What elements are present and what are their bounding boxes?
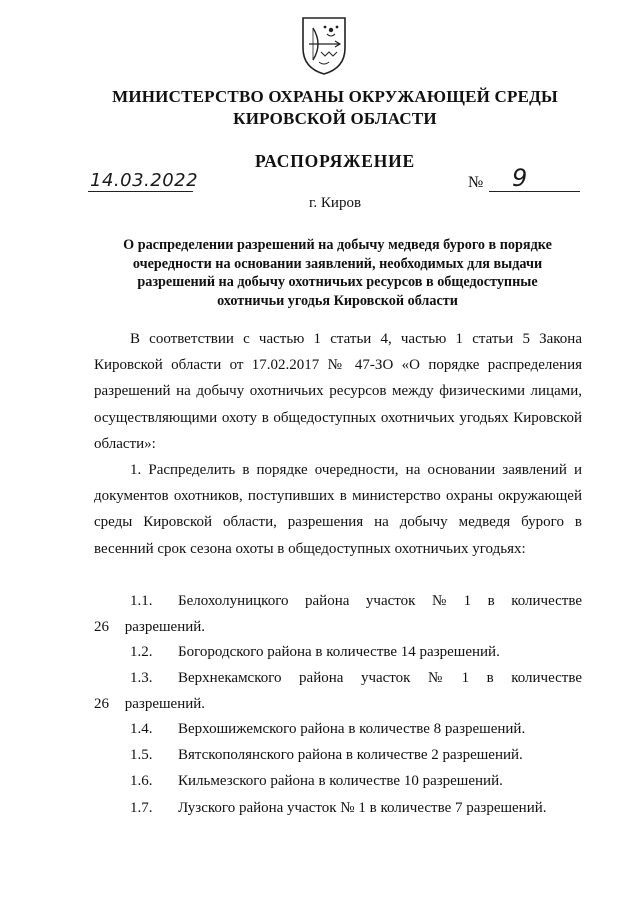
list-item (94, 716, 582, 742)
number-label: № (468, 174, 484, 191)
item-number: 1.2. (130, 644, 153, 660)
ministry-title (60, 86, 610, 130)
number-underline (489, 191, 580, 192)
item-text: Вятскополянского района в количестве 2 разрешений. (178, 747, 523, 763)
point-1-paragraph: 1. Распределить в порядке очередности, на основании заявлений и документов охотников, поступивших в министерство охраны окружающей среды Кировской области, разрешения на добычу медведя бурого в весенний срок сезона охоты в общедоступных охотничьих угодьях: (94, 462, 582, 557)
item-number: 1.7. (130, 800, 153, 816)
document-type: РАСПОРЯЖЕНИЕ (254, 151, 415, 171)
ministry-title-line2: КИРОВСКОЙ ОБЛАСТИ (233, 109, 437, 128)
item-text: Верхнекамского района участок № 1 в количестве 26 разрешений. (94, 670, 582, 713)
item-number: 1.3. (130, 670, 153, 686)
list-item (94, 588, 582, 640)
list-item (94, 795, 582, 821)
document-subject: О распределении разрешений на добычу медведя бурого в порядке очередности на основании заявлений, необходимых для выдачи разрешений на добычу охотничьих ресурсов в общедоступные охотничьи угодья Кировской области (123, 237, 552, 309)
coat-of-arms-icon (299, 14, 349, 76)
list-item (94, 768, 582, 794)
date-underline (88, 191, 193, 192)
list-item (94, 665, 582, 717)
intro-paragraph: В соответствии с частью 1 статьи 4, частью 1 статьи 5 Закона Кировской области от 17.02.2017 № 47-ЗО «О порядке распределения разрешений на добычу охотничьих ресурсов между физическими лицами, осуществляющими охоту в общедоступных охотничьих угодьях Кировской области»: (94, 331, 582, 452)
ministry-title-line1: МИНИСТЕРСТВО ОХРАНЫ ОКРУЖАЮЩЕЙ СРЕДЫ (112, 87, 558, 106)
city: г. Киров (308, 195, 362, 211)
item-text: Белохолуницкого района участок № 1 в количестве 26 разрешений. (94, 593, 582, 636)
list-item (94, 639, 582, 665)
item-text: Лузского района участок № 1 в количестве 7 разрешений. (178, 800, 547, 816)
item-number: 1.5. (130, 747, 153, 763)
item-number: 1.6. (130, 773, 153, 789)
item-text: Верхошижемского района в количестве 8 разрешений. (178, 721, 526, 737)
document-number: 9 (512, 164, 528, 192)
list-item (94, 742, 582, 768)
item-number: 1.1. (130, 593, 153, 609)
item-text: Кильмезского района в количестве 10 разрешений. (178, 773, 503, 789)
item-number: 1.4. (130, 721, 153, 737)
item-text: Богородского района в количестве 14 разрешений. (178, 644, 500, 660)
document-date: 14.03.2022 (90, 170, 199, 191)
